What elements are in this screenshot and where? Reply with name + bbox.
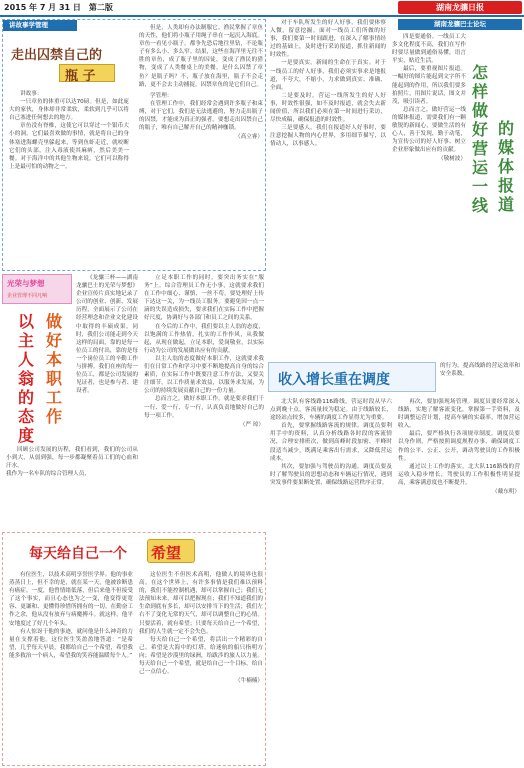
author: （牛楠楠） xyxy=(235,678,263,685)
section-label: 讲故事学管理 xyxy=(3,20,77,31)
col-b xyxy=(139,571,263,684)
dispatch-lead xyxy=(440,362,520,378)
dispatch-title: 收入增长重在调度 xyxy=(278,372,390,388)
article-daily-hope xyxy=(2,532,266,766)
para: 其次，要加强与驾驶员的沟通。调度员要及时了解驾驶员的思想动态和车辆运行情况，遇到突发事件要果断处置，确保线路运营秩序正常。 xyxy=(270,463,392,486)
author: （戴东明） xyxy=(492,489,520,496)
col-b xyxy=(144,274,264,428)
para: 有人惊讶于他的事迹，就问他是什么神奇的力量在支撑着他。这位医生笑盈盈地答道：“是希望，几乎每天早晨，我都给自己一个希望，希望我能多救治一个病人，希望我的笑容能温暖每个人。” xyxy=(9,628,133,659)
para: 一是要真实。新闻的生命在于真实。对于一线员工的好人好事，我们必须实事求是地报道，不夸大，不缩小，力求做到真实、准确、全面。 xyxy=(270,60,386,91)
article-title-2: 瓶 子 xyxy=(65,69,96,84)
vertical-title-2: 的媒体报道 xyxy=(498,119,515,214)
para: 最后，要重视图片报道。一幅好的图片能起到文字所不能起到的作用，所以我们要多拍照片，用图片说话，图文并茂，吸引读者。 xyxy=(392,66,466,105)
para: 北大队有客线路116路线，营运时段从早六点到晚十点，客流量较为稳定。由于线路较长，途经站点较多，车辆的调度工作显得尤为重要。 xyxy=(270,399,392,422)
glory-dream-label: 光荣与梦想 xyxy=(7,279,45,288)
col-a xyxy=(270,19,386,149)
hope-title-banner xyxy=(29,539,241,565)
para: 在今后的工作中，我们要以主人翁的态度，以饱满的工作热情，扎实的工作作风，从我做起，从现在做起，立足本职，爱岗敬业，以实际行动为公司的发展做出应有的贡献。 xyxy=(144,323,264,354)
para: 章鱼没有脊椎，这使它可以穿过一个银币大小的洞。它们最喜欢做的事情，就是将自己的身体塞进海螺壳里躲起来，等到鱼虾走近，就咬断它们的头部，注入毒液使其麻痹，然后美美一餐。对于海洋中的其他生物来说，它们可以称得上是最可怕的动物之一。 xyxy=(9,123,129,170)
para: 再次，要加强现场管理。调度员要经常深入线路，实地了解客流变化，掌握第一手资料，及时调整运营计划，提高车辆的实载率，增加营运收入。 xyxy=(398,399,520,430)
author: （敬树波） xyxy=(438,156,466,163)
col-a-bottom xyxy=(6,446,138,478)
col-a xyxy=(76,274,138,395)
para: 《龙骧三杯——湖南龙骧巴士的光荣与梦想》企业宣传片真实地记录了公司的创业、创新、发展历程，全面展示了公司在经营理念和企业文化建设中取得的丰硕成果，同时，我们公司能走到今天这样的局面，靠的是每一位员工的付出，靠的是每一个岗位员工的辛勤工作与拼搏。我们在座的每一位员工，都是公司发展的见证者，也是参与者、建设者。 xyxy=(76,275,138,395)
hope-title-a: 每天给自己一个 xyxy=(29,546,127,562)
vertical-title-1: 怎样做好营运一线 xyxy=(472,63,489,215)
col-b xyxy=(392,33,466,162)
caption: 我作为一名车队的综合管理人员， xyxy=(6,471,90,478)
glory-dream-box xyxy=(2,274,72,304)
col-a xyxy=(270,398,392,487)
para: 但是，人类却有办法制服它。渔民掌握了章鱼的天性，他们将小瓶子用绳子串在一起沉入海底。章鱼一看见小瓶子，都争先恐后地往里钻，不论瓶子有多么小、多么窄。结果，这些在海洋里无往不胜的章鱼，成了瓶子里的囚徒，变成了渔民的猎物，变成了人类餐桌上的美餐。是什么囚禁了章鱼？是瓶子吗？不，瓶子放在海里，瓶子不会走路，更不会去主动捕捉。囚禁章鱼的是它们自己。 xyxy=(139,25,263,88)
hope-title-b: 希望 xyxy=(151,544,182,562)
vertical-title-1: 以主人翁的态度 xyxy=(18,312,35,445)
para: 首先，要掌握线路客流的规律。调度员要利用手中的资料，认真分析线路各时段的客流情况，合理安排班次，做到高峰时段加密、平峰时段适当减少，既满足乘客出行需求，又降低营运成本。 xyxy=(270,423,392,462)
article-media-reporting xyxy=(268,19,522,359)
para: 讲故事： xyxy=(20,91,43,97)
para: 四是要通俗。一线员工大多文化程度不高，我们在写作时要尽量做到通俗易懂，语言平实，贴近生活。 xyxy=(392,34,466,65)
para: 在管理工作中，我们经常会遇到许多瓶子和束缚，对于它们，我们是无法逃避的，努力走出瓶子的囚禁，才能成为真正的强者。要想走出囚禁自己的瓶子，唯有自己解开自己的精神枷锁。 xyxy=(139,100,263,132)
header-rule xyxy=(0,15,524,17)
para: 这位医生不但医术高明，他做人的境界也很高。在这个世界上，有许多事情是我们难以预料的，我们不能控制机遇，却可以掌握自己；我们无法预知未来，却可以把握现在；我们不知道我们的生命到底有多长，却可以安排当下的生活；我们左右不了变化无常的天气，却可以调整自己的心情。只要活着，就有希望；只要每天给自己一个希望，我们的人生就一定不会失色。 xyxy=(139,572,263,635)
para: 最后，要严格执行各项规章制度。调度员要以身作则，严格按照调度规程办事，确保调度工作的公平、公正、公开，调动驾驶员的工作积极性。 xyxy=(398,431,520,462)
para: 每天给自己一个希望，将活出一个精彩的自己。希望是大海中的灯塔，给迷航的船只指明方向；希望是沙漠里的绿洲，给跋涉的旅人以力量。每天给自己一个希望，就是给自己一个目标，给自己一点信心。 xyxy=(139,636,263,676)
col-b xyxy=(398,398,520,495)
para: 以主人翁的态度做好本职工作，这就要求我们在日常工作和学习中要不断地提高自身的综合素质，在实际工作中既要注意工作方法，又要关注细节，以工作质量求效益，以服务求发展，为公司的持续发展贡献自己的一份力量。 xyxy=(144,355,264,395)
author: （高立睿） xyxy=(235,134,263,141)
author: （严 琼） xyxy=(239,421,264,428)
para: 回顾公司发展的历程，我们看到，我们的公司从小到大，从弱到强，每一步都凝聚着员工们的心血和汗水。 xyxy=(6,447,138,470)
section-label: 湖南龙骧巴士论坛 xyxy=(398,19,522,30)
article-title-1: 走出囚禁自己的 xyxy=(11,48,103,63)
glory-dream-sub: 企业管理不同凡响 xyxy=(7,293,48,299)
para: 通过以上工作的落实，北大队116路线的营运收入稳步增长，驾驶员的工作积极性明显提高，乘客满意度也不断提升。 xyxy=(398,463,520,486)
para: 二是要及时。营运一线所发生的好人好事，时效性很强，如不及时报道，就会失去新闻价值，所以我们必须在第一时间进行采访，尽快成稿，确保报道的时效性。 xyxy=(270,92,386,124)
vertical-title-2: 做好本职工作 xyxy=(46,312,63,426)
para: 一只章鱼的体重可以达70磅。但是，如此庞大的家伙，身体却非常柔软，柔软到几乎可以将自己塞进任何想去的地方。 xyxy=(9,99,129,122)
col-a xyxy=(9,90,129,171)
para: 的行为，提高线路的营运效率和安全系数。 xyxy=(440,363,520,378)
article-dispatch-revenue xyxy=(268,362,522,766)
col-b xyxy=(139,24,263,140)
para: 三是要感人。我们在报道好人好事时，要注意挖掘人物的内心世界，多用细节描写，以情动人，以事感人。 xyxy=(270,125,386,148)
para: 立足本职工作的同时，要突出务实在“服务”上。综合管理员工作无小事，这就要求我们在工作中细心、谨慎、一丝不苟，要处理好上传下达这一关，为一线员工服务。要避免因一点一滴的失误造成损失，要求我们在实际工作中把握好尺度，协调好与各部门和员工之间的关系。 xyxy=(144,275,264,322)
para: 学管理： xyxy=(150,92,173,99)
para: 有位医生，以技术高明享誉医学界。他的事业蒸蒸日上，但不幸的是，就在某一天，他被诊断患有癌症。一度，他曾情绪低落，但后来他不但接受了这个事实，而且心态也为之一变，他变得更宽容、更谦和、更懂得珍惜所拥有的一切。在勤奋工作之余，他从没有放弃与病魔搏斗。就这样，他平安地度过了好几个年头。 xyxy=(9,572,133,627)
date-line: 2015 年 7 月 31 日 第二版 xyxy=(4,3,113,12)
col-a xyxy=(9,571,133,660)
para: 总而言之，做好营运一线的媒体报道，需要我们有一颗敏锐的新闻心，要做生活的有心人，善于发现，勤于动笔，为宣传公司的好人好事、树立企业形象做出应有的贡献。 xyxy=(392,106,466,154)
page-header xyxy=(0,0,524,14)
masthead: 湖南龙骧日报 xyxy=(398,1,522,14)
article-ownership-attitude xyxy=(2,274,266,530)
para: 对于车队所发生的好人好事，我们要体察入微，留意挖掘。面对一线员工们所做的好事，我们要第一时间跟进，在深入了解事情经过的基础上，及时进行采访报道，抓住新闻的时效性。 xyxy=(270,20,386,59)
article-story-management xyxy=(2,19,266,271)
para: 总而言之，做好本职工作，就是要求我们干一行、爱一行、专一行，认真负责地做好自己的每一项工作。 xyxy=(144,396,264,419)
